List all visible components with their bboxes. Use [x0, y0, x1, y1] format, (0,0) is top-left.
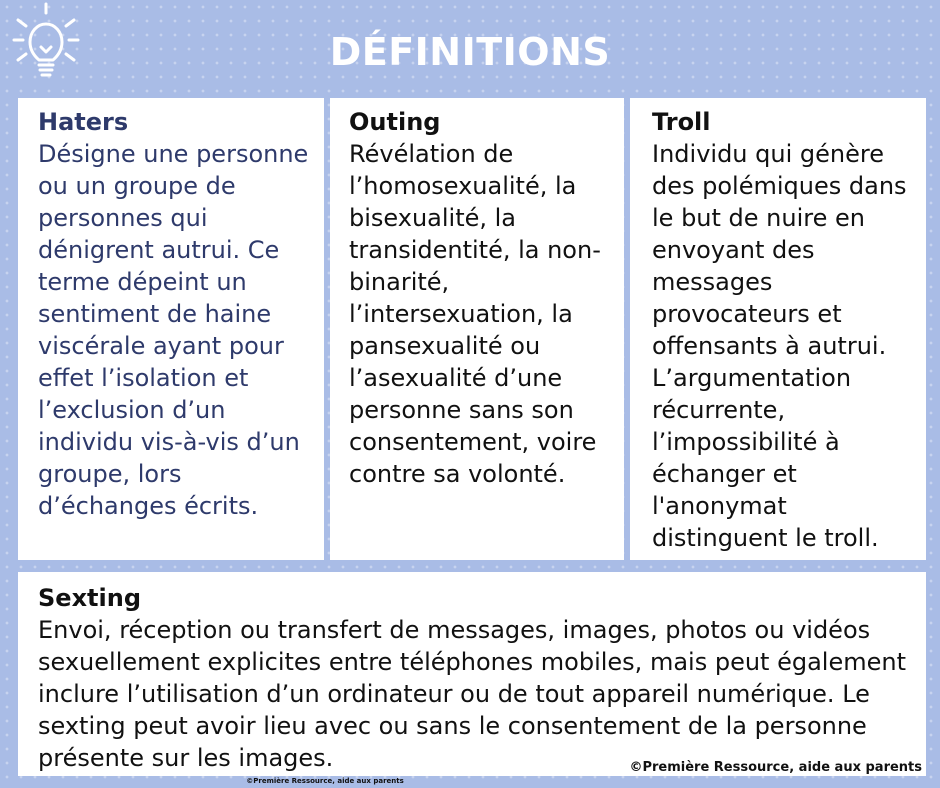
definition-card-sexting — [18, 572, 926, 776]
card-body: Révélation de l’homosexualité, la bisexualité, la transidentité, la non-binarité, l’intersexuation, la pansexualité ou l’asexualité d’une personne sans son consentement, voire contre sa volonté. — [349, 140, 601, 488]
card-title: Troll — [652, 108, 711, 136]
card-title: Haters — [38, 108, 129, 136]
definition-card-outing — [330, 98, 624, 560]
definition-card-haters — [18, 98, 324, 560]
copyright-notice-small: ©Première Ressource, aide aux parents — [246, 777, 404, 785]
card-body: Envoi, réception ou transfert de messages, images, photos ou vidéos sexuellement explicites entre téléphones mobiles, mais peut également inclure l’utilisation d’un ordinateur ou de tout appareil numérique. Le sexting peut avoir lieu avec ou sans le consentement de la personne présente sur les images. — [38, 616, 906, 772]
card-body: Désigne une personne ou un groupe de personnes qui dénigrent autrui. Ce terme dépeint un sentiment de haine viscérale ayant pour effet l’isolation et l’exclusion d’un individu vis-à-vis d’un groupe, lors d’échanges écrits. — [38, 140, 309, 520]
copyright-notice: ©Première Ressource, aide aux parents — [629, 760, 922, 775]
header-banner — [0, 0, 940, 96]
card-title: Outing — [349, 108, 441, 136]
card-title: Sexting — [38, 584, 142, 612]
page-title: DÉFINITIONS — [329, 30, 611, 74]
definition-card-troll — [630, 98, 926, 560]
card-body: Individu qui génère des polémiques dans le but de nuire en envoyant des messages provocateurs et offensants à autrui. L’argumentation récurrente, l’impossibilité à échanger et l'anonymat distinguent le troll. — [652, 140, 907, 552]
